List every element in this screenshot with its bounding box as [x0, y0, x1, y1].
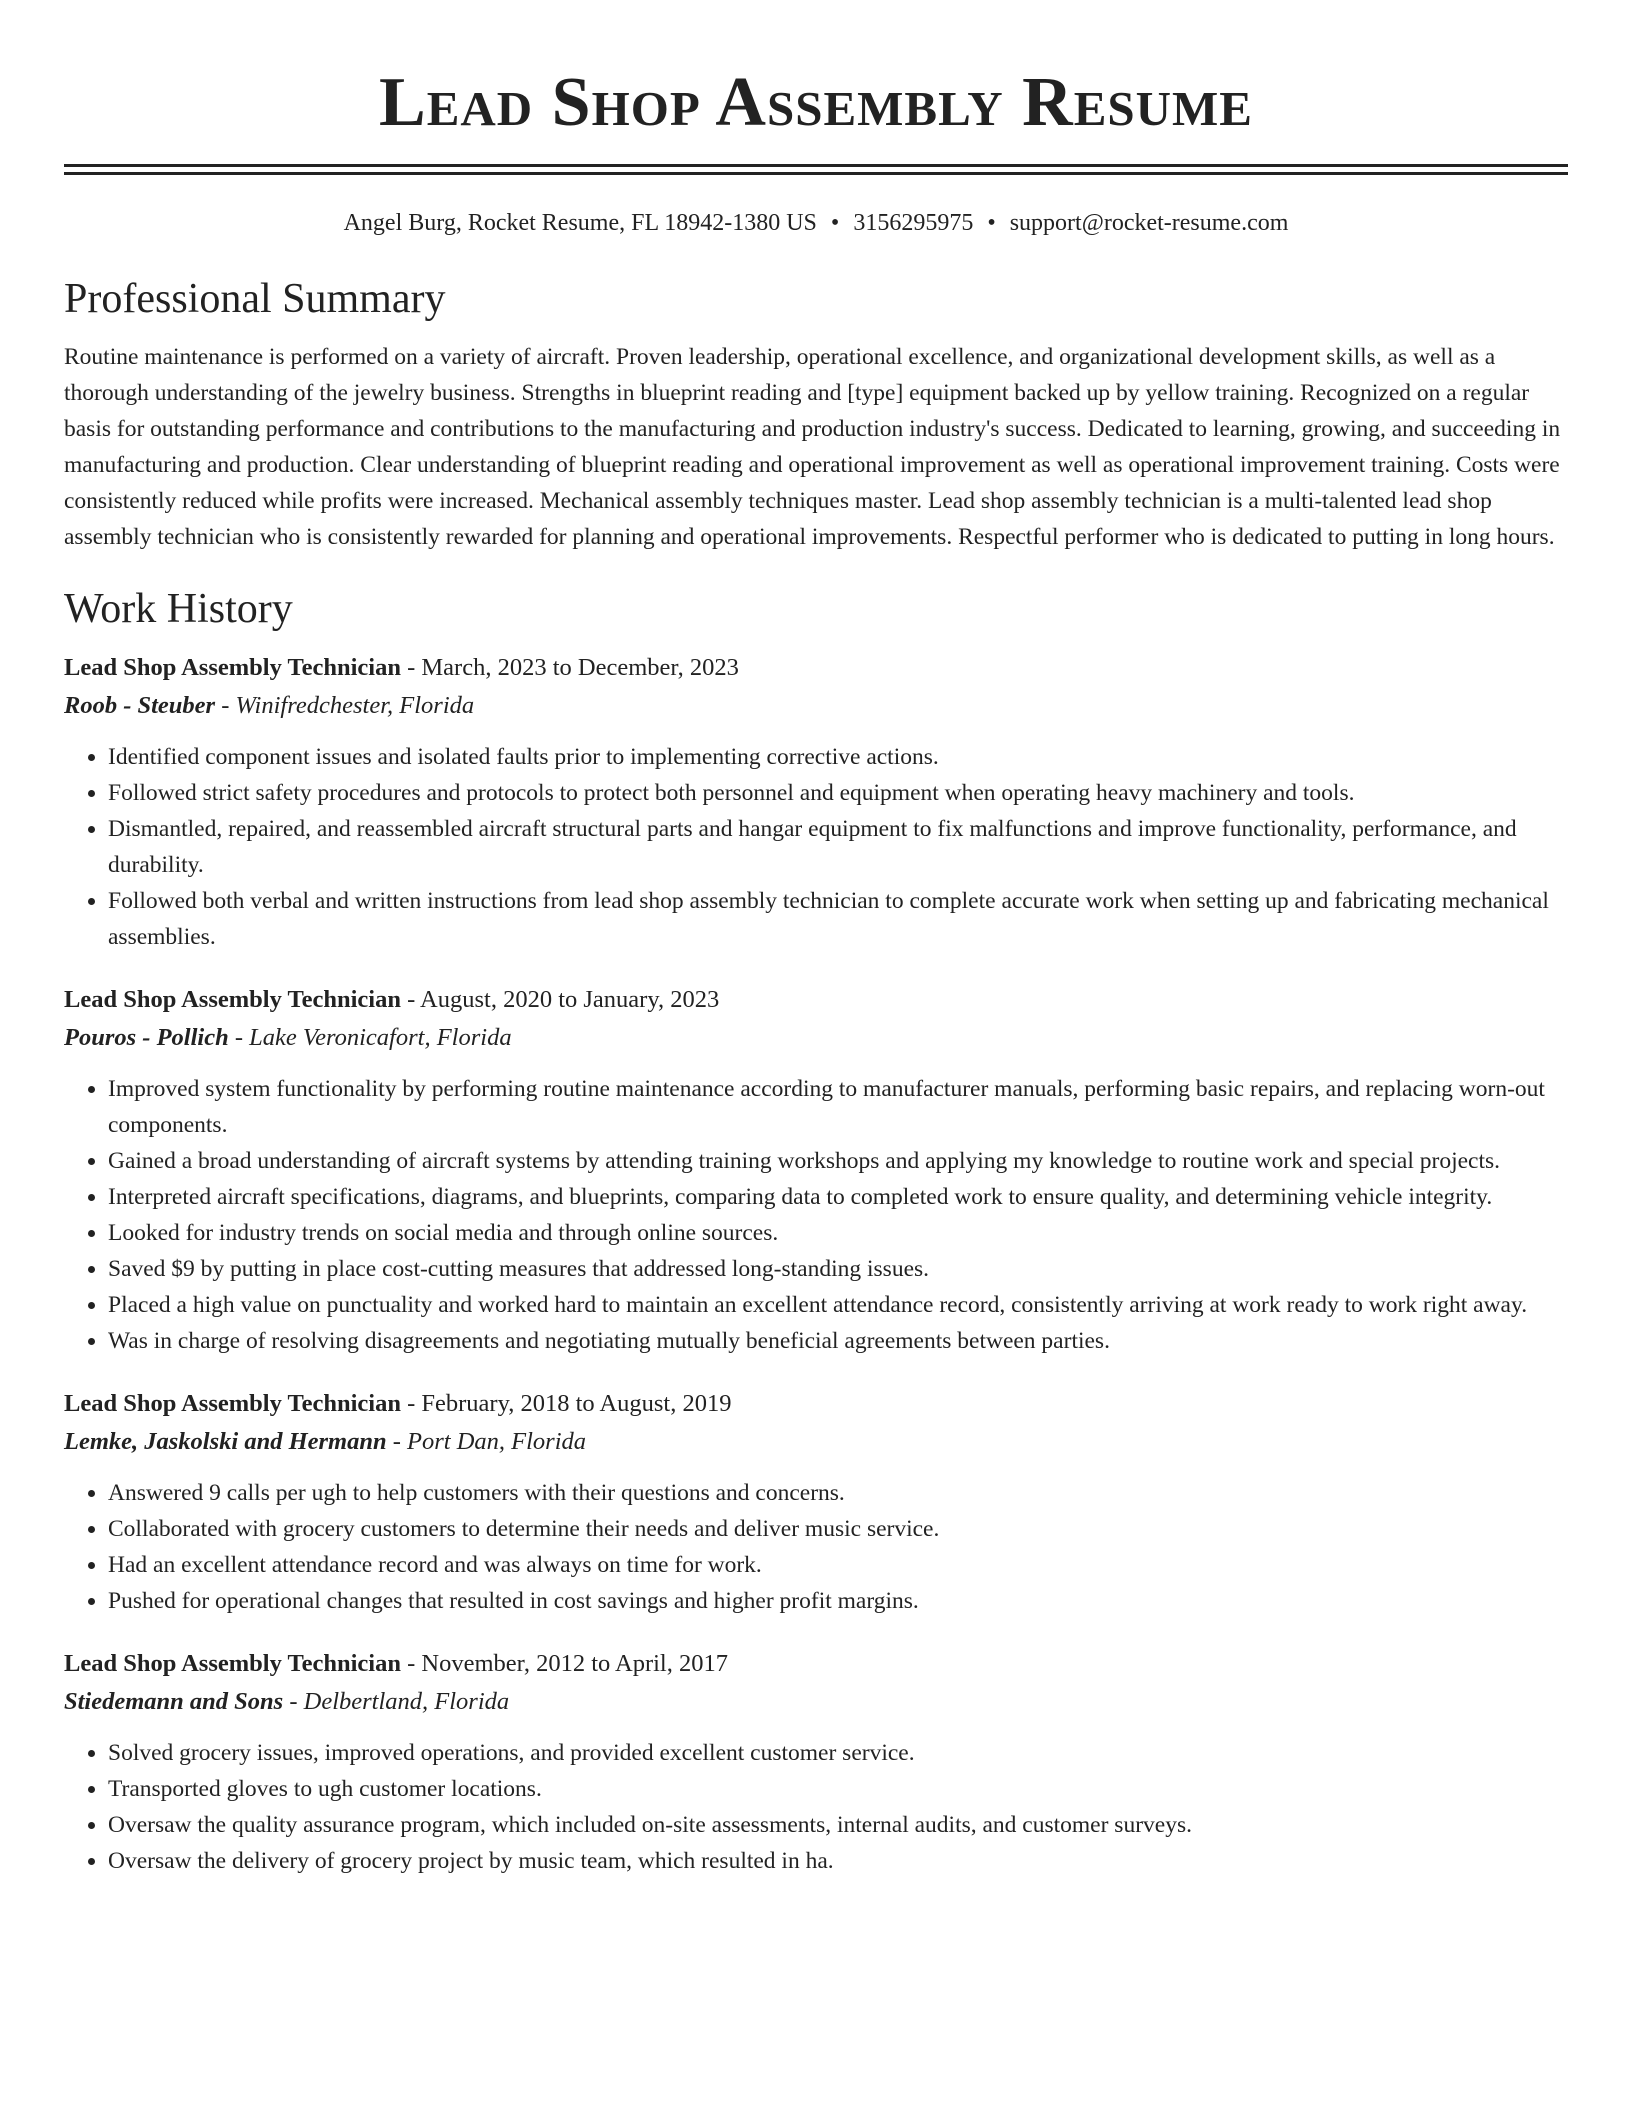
- company-name: Stiedemann and Sons: [64, 1688, 284, 1715]
- job-bullet: • Gained a broad understanding of aircraft systems by attending training workshops and applying my knowledge to routine work and special projects.: [108, 1143, 1568, 1179]
- job-bullets: [64, 1475, 1568, 1619]
- job-title: Lead Shop Assembly Technician: [64, 1390, 401, 1417]
- job-bullets: [64, 1735, 1568, 1879]
- contact-separator: •: [987, 210, 996, 236]
- job-bullet: • Oversaw the quality assurance program, which included on-site assessments, internal audits, and customer surveys.: [108, 1807, 1568, 1843]
- job-dates: - February, 2018 to August, 2019: [400, 1390, 732, 1417]
- summary-text: Routine maintenance is performed on a variety of aircraft. Proven leadership, operational excellence, and organizational development skills, as well as a thorough understanding of the jewelry business. Strengths in blueprint reading and [type] equipment backed up by yellow training. Recognized on a regular basis for outstanding performance and contributions to the manufacturing and production industry's success. Dedicated to learning, growing, and succeeding in manufacturing and production. Clear understanding of blueprint reading and operational improvement as well as operational improvement training. Costs were consistently reduced while profits were increased. Mechanical assembly techniques master. Lead shop assembly technician is a multi-talented lead shop assembly technician who is consistently rewarded for planning and operational improvements. Respectful performer who is dedicated to putting in long hours.: [64, 344, 1561, 550]
- contact-phone: 3156295975: [853, 210, 974, 236]
- job-dates: - August, 2020 to January, 2023: [400, 986, 720, 1013]
- job-bullet: • Pushed for operational changes that resulted in cost savings and higher profit margins.: [108, 1583, 1568, 1619]
- job-entry: [64, 649, 1568, 955]
- company-line: [64, 1683, 1568, 1721]
- job-bullet: • Oversaw the delivery of grocery project by music team, which resulted in ha.: [108, 1843, 1568, 1879]
- job-bullet: • Had an excellent attendance record and was always on time for work.: [108, 1547, 1568, 1583]
- job-bullet: • Followed both verbal and written instructions from lead shop assembly technician to complete accurate work when setting up and fabricating mechanical assemblies.: [108, 883, 1568, 955]
- summary-heading: Professional Summary: [64, 276, 446, 322]
- job-dates: - March, 2023 to December, 2023: [400, 654, 739, 681]
- job-bullet: • Solved grocery issues, improved operations, and provided excellent customer service.: [108, 1735, 1568, 1771]
- job-bullet: • Interpreted aircraft specifications, diagrams, and blueprints, comparing data to completed work to ensure quality, and determining vehicle integrity.: [108, 1179, 1568, 1215]
- work-history-heading: Work History: [64, 586, 293, 632]
- job-entry: [64, 981, 1568, 1359]
- job-bullets: [64, 739, 1568, 955]
- contact-line: [64, 207, 1568, 239]
- job-entry: [64, 1645, 1568, 1879]
- company-name: Lemke, Jaskolski and Hermann: [64, 1428, 387, 1455]
- job-title-line: [64, 1385, 1568, 1423]
- job-bullet: • Identified component issues and isolated faults prior to implementing corrective actions.: [108, 739, 1568, 775]
- job-bullet: • Placed a high value on punctuality and worked hard to maintain an excellent attendance record, consistently arriving at work ready to work right away.: [108, 1287, 1568, 1323]
- resume-title: Lead Shop Assembly Resume: [379, 64, 1253, 141]
- job-bullet: • Dismantled, repaired, and reassembled aircraft structural parts and hangar equipment to fix malfunctions and improve functionality, performance, and durability.: [108, 811, 1568, 883]
- job-bullet: • Saved $9 by putting in place cost-cutting measures that addressed long-standing issues.: [108, 1251, 1568, 1287]
- company-line: [64, 1423, 1568, 1461]
- company-line: [64, 687, 1568, 725]
- job-bullet: • Looked for industry trends on social media and through online sources.: [108, 1215, 1568, 1251]
- company-location: - Delbertland, Florida: [283, 1688, 510, 1715]
- job-bullet: • Was in charge of resolving disagreements and negotiating mutually beneficial agreements between parties.: [108, 1323, 1568, 1359]
- job-bullet: • Answered 9 calls per ugh to help customers with their questions and concerns.: [108, 1475, 1568, 1511]
- job-bullet: • Followed strict safety procedures and protocols to protect both personnel and equipment when operating heavy machinery and tools.: [108, 775, 1568, 811]
- job-bullet: • Collaborated with grocery customers to determine their needs and deliver music service.: [108, 1511, 1568, 1547]
- company-name: Roob - Steuber: [64, 692, 216, 719]
- company-line: [64, 1019, 1568, 1057]
- job-entry: [64, 1385, 1568, 1619]
- job-bullet: • Improved system functionality by performing routine maintenance according to manufacturer manuals, performing basic repairs, and replacing worn-out components.: [108, 1071, 1568, 1143]
- contact-address: Angel Burg, Rocket Resume, FL 18942-1380 US: [343, 210, 817, 236]
- job-title: Lead Shop Assembly Technician: [64, 986, 401, 1013]
- job-title: Lead Shop Assembly Technician: [64, 654, 401, 681]
- contact-separator: •: [830, 210, 840, 236]
- job-title-line: [64, 649, 1568, 687]
- job-bullets: [64, 1071, 1568, 1359]
- job-list: [64, 649, 1568, 1879]
- job-title-line: [64, 1645, 1568, 1683]
- company-location: - Lake Veronicafort, Florida: [228, 1024, 512, 1051]
- job-bullet: • Transported gloves to ugh customer locations.: [108, 1771, 1568, 1807]
- job-title: Lead Shop Assembly Technician: [64, 1650, 401, 1677]
- title-double-rule: [64, 164, 1568, 175]
- company-location: - Winifredchester, Florida: [215, 692, 475, 719]
- company-name: Pouros - Pollich: [64, 1024, 229, 1051]
- job-title-line: [64, 981, 1568, 1019]
- job-dates: - November, 2012 to April, 2017: [400, 1650, 728, 1677]
- contact-email: support@rocket-resume.com: [1009, 210, 1289, 236]
- company-location: - Port Dan, Florida: [386, 1428, 587, 1455]
